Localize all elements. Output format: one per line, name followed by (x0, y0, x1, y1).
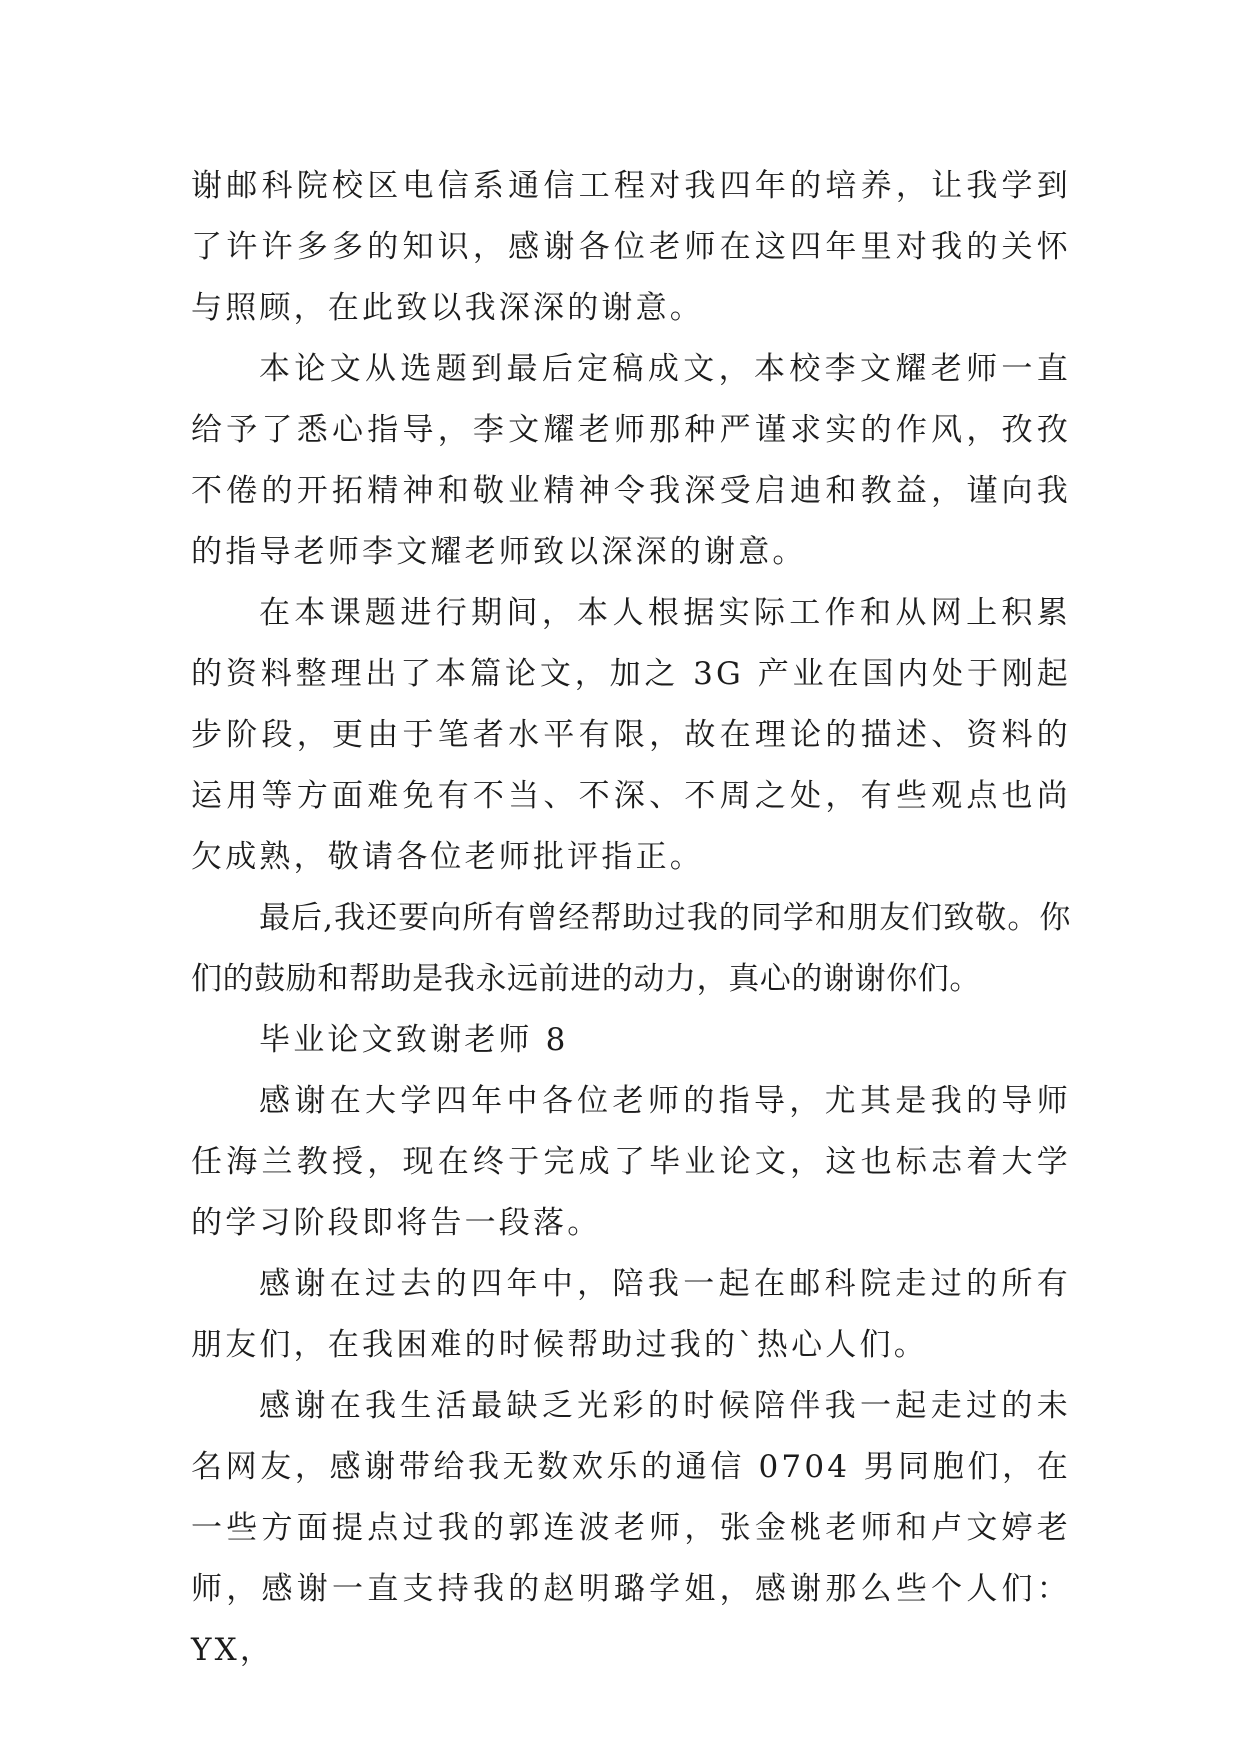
paragraph: 感谢在我生活最缺乏光彩的时候陪伴我一起走过的未名网友，感谢带给我无数欢乐的通信 0704 男同胞们，在一些方面提点过我的郭连波老师，张金桃老师和卢文婷老师，感谢一直支持我的赵明璐学姐，感谢那么些个人们：YX， (191, 1388, 1071, 1668)
paragraph: 在本课题进行期间，本人根据实际工作和从网上积累的资料整理出了本篇论文，加之 3G 产业在国内处于刚起步阶段，更由于笔者水平有限，故在理论的描述、资料的运用等方面难免有不当、不深、不周之处，有些观点也尚欠成熟，敬请各位老师批评指正。 (191, 595, 1071, 875)
paragraph: 最后,我还要向所有曾经帮助过我的同学和朋友们致敬。你们的鼓励和帮助是我永远前进的动力，真心的谢谢你们。 (191, 900, 1071, 997)
document-body (191, 156, 1071, 1681)
paragraph: 感谢在大学四年中各位老师的指导，尤其是我的导师任海兰教授，现在终于完成了毕业论文，这也标志着大学的学习阶段即将告一段落。 (191, 1083, 1071, 1241)
section-heading: 毕业论文致谢老师 8 (259, 1022, 569, 1058)
paragraph: 感谢在过去的四年中，陪我一起在邮科院走过的所有朋友们，在我困难的时候帮助过我的`热心人们。 (191, 1266, 1071, 1363)
paragraph-continued: 谢邮科院校区电信系通信工程对我四年的培养，让我学到了许许多多的知识，感谢各位老师在这四年里对我的关怀与照顾，在此致以我深深的谢意。 (191, 168, 1071, 326)
paragraph: 本论文从选题到最后定稿成文，本校李文耀老师一直给予了悉心指导，李文耀老师那种严谨求实的作风，孜孜不倦的开拓精神和敬业精神令我深受启迪和教益，谨向我的指导老师李文耀老师致以深深的谢意。 (191, 351, 1071, 570)
